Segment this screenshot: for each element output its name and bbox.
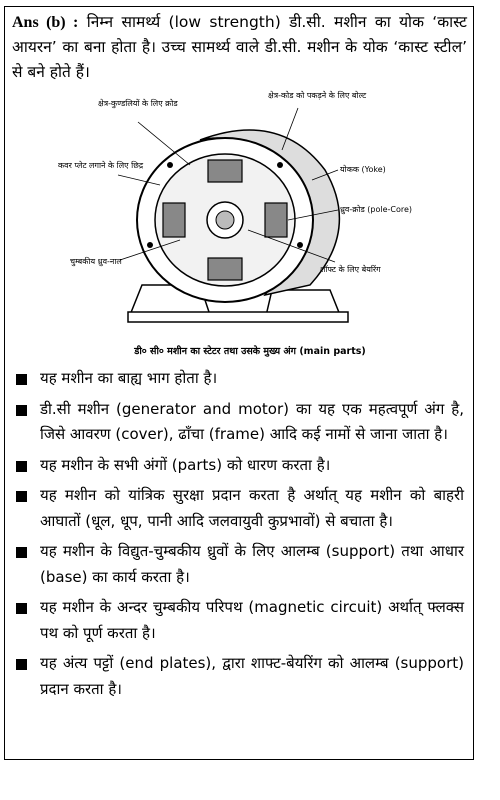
bullet-item: यह मशीन को यांत्रिक सुरक्षा प्रदान करता है अर्थात् यह मशीन को बाहरी आघातों (धूल, धूप, पानी आदि जलवायुवी कुप्रभावों) से बचाता है।: [12, 483, 464, 534]
bullet-item: यह अंत्य पट्टों (end plates), द्वारा शाफ्ट-बेयरिंग को आलम्ब (support) प्रदान करता है।: [12, 651, 464, 702]
bullet-list: [12, 366, 464, 707]
label-shaft-bearing: शॉफ्ट के लिए बेयरिंग: [320, 265, 381, 274]
base-plate: [128, 312, 348, 322]
bullet-square-icon: [16, 491, 27, 502]
bullet-square-icon: [16, 547, 27, 558]
dc-machine-stator-figure: [50, 80, 430, 342]
bullet-square-icon: [16, 405, 27, 416]
shaft-hole: [216, 211, 234, 229]
bullet-square-icon: [16, 374, 27, 385]
bullet-item: यह मशीन के सभी अंगों (parts) को धारण करता है।: [12, 453, 464, 479]
figure-caption: डी० सी० मशीन का स्टेटर तथा उसके मुख्य अंग (main parts): [134, 346, 366, 357]
label-pole-core: ध्रुव-क्रोड (pole-Core): [340, 205, 413, 214]
label-yoke: योकक (Yoke): [340, 165, 386, 174]
label-cover-plate: कवर प्लेट लगाने के लिए छिद्र: [58, 161, 144, 170]
bullet-item: यह मशीन का बाह्य भाग होता है।: [12, 366, 464, 392]
bullet-item: डी.सी मशीन (generator and motor) का यह एक महत्वपूर्ण अंग है, जिसे आवरण (cover), ढाँचा (frame) आदि कई नामों से जाना जाता है।: [12, 397, 464, 448]
answer-text: निम्न सामर्थ्य (low strength) डी.सी. मशीन का योक ‘कास्ट आयरन’ का बना होता है। उच्च सामर्थ्य वाले डी.सी. मशीन के योक ‘कास्ट स्टील’ से बने होते हैं।: [12, 13, 467, 81]
answer-paragraph: [12, 10, 467, 85]
label-bolt: क्षेत्र-कोड को पकड़ने के लिए बोल्ट: [268, 91, 367, 100]
bullet-square-icon: [16, 603, 27, 614]
label-field-coils: क्षेत्र-कुण्डलियों के लिए क्रोड: [98, 99, 178, 108]
label-pole-shoe: चुम्बकीय ध्रुव-नाल: [70, 257, 122, 266]
bullet-item: यह मशीन के विद्युत-चुम्बकीय ध्रुवों के लिए आलम्ब (support) तथा आधार (base) का कार्य करता है।: [12, 539, 464, 590]
answer-label: Ans (b) :: [12, 14, 79, 31]
bullet-item: यह मशीन के अन्दर चुम्बकीय परिपथ (magnetic circuit) अर्थात् फ्लक्स पथ को पूर्ण करता है।: [12, 595, 464, 646]
bullet-square-icon: [16, 659, 27, 670]
bullet-square-icon: [16, 461, 27, 472]
